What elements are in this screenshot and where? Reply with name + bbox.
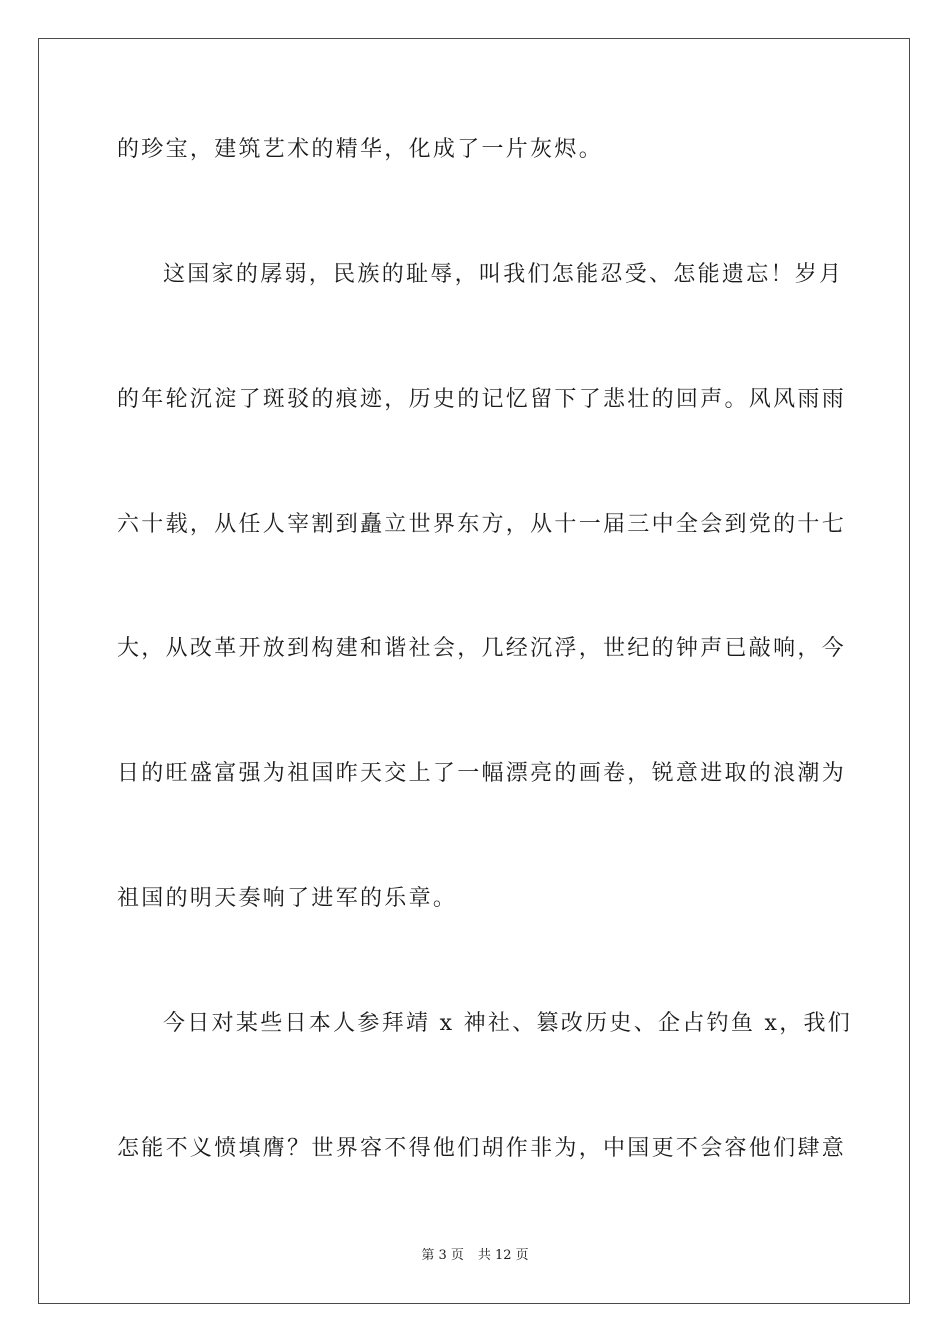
page-number: 第 3 页 [421, 1248, 464, 1263]
text-line: 的年轮沉淀了斑驳的痕迹，历史的记忆留下了悲壮的回声。风风雨雨 [117, 387, 847, 412]
text-line: 大，从改革开放到构建和谐社会，几经沉浮，世纪的钟声已敲响，今 [117, 636, 847, 661]
paragraph-start-line: 这国家的孱弱，民族的耻辱，叫我们怎能忍受、怎能遗忘！岁月 [163, 262, 844, 287]
text-line: 六十载，从任人宰割到矗立世界东方，从十一届三中全会到党的十七 [117, 512, 847, 537]
page-total: 共 12 页 [477, 1248, 529, 1263]
text-line: 祖国的明天奏响了进军的乐章。 [117, 886, 458, 911]
text-line: 怎能不义愤填膺？世界容不得他们胡作非为，中国更不会容他们肆意 [117, 1136, 847, 1161]
paragraph-start-line: 今日对某些日本人参拜靖 x 神社、篡改历史、企占钓鱼 x，我们 [163, 1011, 853, 1036]
page-border [38, 38, 910, 1304]
page-footer [0, 1247, 950, 1265]
text-line: 日的旺盛富强为祖国昨天交上了一幅漂亮的画卷，锐意进取的浪潮为 [117, 761, 847, 786]
text-line: 的珍宝，建筑艺术的精华，化成了一片灰烬。 [117, 137, 604, 162]
